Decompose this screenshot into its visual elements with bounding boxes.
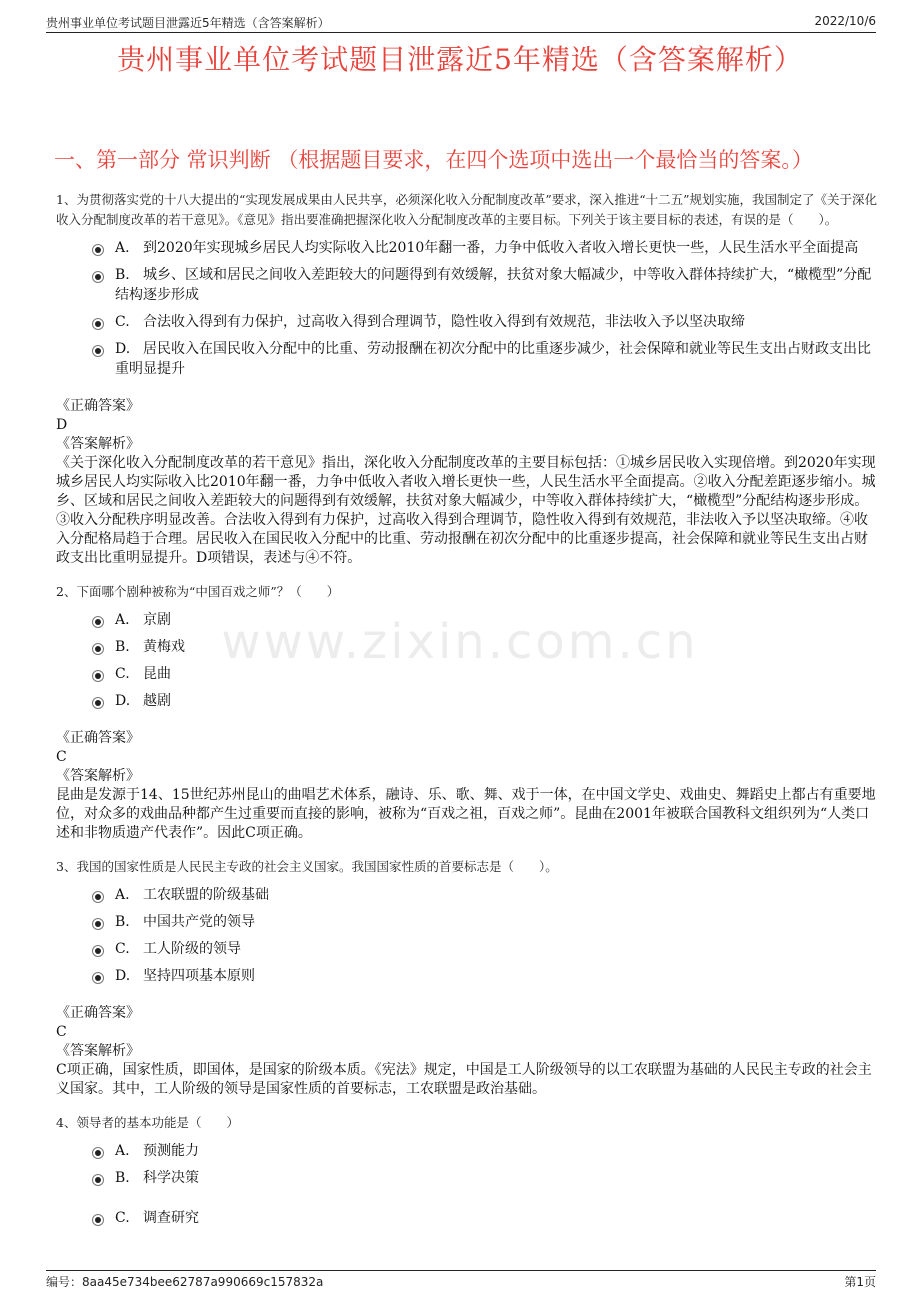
answer-label: 《正确答案》 [56,398,140,414]
answer-value: C [56,1024,67,1040]
option-b[interactable] [92,912,880,932]
option-text: 黄梅戏 [143,639,185,655]
option-text: 昆曲 [143,666,171,682]
watermark-text: www.zixin.com.cn [221,614,699,670]
analysis-label: 《答案解析》 [56,1043,140,1059]
option-a[interactable] [92,238,880,258]
option-c[interactable] [92,939,880,959]
header-date: 2022/10/6 [814,14,876,28]
option-text: 城乡、区域和居民之间收入差距较大的问题得到有效缓解，扶贫对象大幅减少，中等收入群体持续扩大，“橄榄型”分配结构逐步形成 [115,267,872,303]
page-footer [46,1270,876,1293]
option-b[interactable] [92,1168,880,1188]
option-text: 坚持四项基本原则 [143,968,255,984]
option-a[interactable] [92,610,880,630]
option-letter: B. [115,267,130,283]
option-text: 京剧 [143,612,171,628]
option-text: 中国共产党的领导 [143,914,255,930]
radio-icon[interactable] [92,1214,104,1226]
answer-label: 《正确答案》 [56,1005,140,1021]
radio-icon[interactable] [92,643,104,655]
radio-icon[interactable] [92,697,104,709]
option-letter: B. [115,914,130,930]
option-text: 科学决策 [143,1170,199,1186]
option-text: 越剧 [143,693,171,709]
question-text: 3、我国的国家性质是人民民主专政的社会主义国家。我国国家性质的首要标志是（ ）。 [56,859,558,874]
option-list [92,238,880,379]
question-1 [56,190,880,568]
footer-page-number: 第1页 [844,1275,876,1289]
option-letter: D. [115,968,131,984]
option-text: 预测能力 [143,1143,199,1159]
option-b[interactable] [92,637,880,657]
option-list [92,1141,880,1228]
radio-icon[interactable] [92,1147,104,1159]
answer-label: 《正确答案》 [56,730,140,746]
option-d[interactable] [92,691,880,711]
analysis-text: 昆曲是发源于14、15世纪苏州昆山的曲唱艺术体系，融诗、乐、歌、舞、戏于一体，在中国文学史、戏曲史、舞蹈史上都占有重要地位，对众多的戏曲品种都产生过重要而直接的影响，被称为“百戏之祖，百戏之师”。昆曲在2001年被联合国教科文组织列为“人类口述和非物质遗产代表作”。因此C项正确。 [56,787,876,841]
document-title: 贵州事业单位考试题目泄露近5年精选（含答案解析） [117,43,803,76]
option-letter: A. [115,612,130,628]
section-heading: 一、第一部分 常识判断 （根据题目要求，在四个选项中选出一个最恰当的答案。） [54,148,813,172]
option-text: 工农联盟的阶级基础 [143,887,269,903]
option-letter: C. [115,1210,130,1226]
option-letter: C. [115,941,130,957]
option-c[interactable] [92,1208,880,1228]
option-letter: A. [115,1143,130,1159]
option-d[interactable] [92,339,880,379]
option-a[interactable] [92,1141,880,1161]
radio-icon[interactable] [92,616,104,628]
header-doc-title: 贵州事业单位考试题目泄露近5年精选（含答案解析） [46,16,330,30]
option-b[interactable] [92,265,880,305]
radio-icon[interactable] [92,244,104,256]
option-letter: B. [115,639,130,655]
analysis-label: 《答案解析》 [56,768,140,784]
option-letter: C. [115,314,130,330]
question-text: 1、为贯彻落实党的十八大提出的“实现发展成果由人民共享，必须深化收入分配制度改革”要求，深入推进“十二五”规划实施，我国制定了《关于深化收入分配制度改革的若干意见》。《意见》指出要准确把握深化收入分配制度改革的主要目标。下列关于该主要目标的表述，有误的是（ ）。 [56,192,878,227]
radio-icon[interactable] [92,345,104,357]
option-list [92,610,880,711]
radio-icon[interactable] [92,271,104,283]
radio-icon[interactable] [92,670,104,682]
option-text: 调查研究 [143,1210,199,1226]
analysis-label: 《答案解析》 [56,436,140,452]
option-text: 工人阶级的领导 [143,941,241,957]
radio-icon[interactable] [92,318,104,330]
analysis-text: C项正确，国家性质，即国体，是国家的阶级本质。《宪法》规定，中国是工人阶级领导的以工农联盟为基础的人民民主专政的社会主义国家。其中，工人阶级的领导是国家性质的首要标志，工农联盟是政治基础。 [56,1062,872,1097]
option-d[interactable] [92,966,880,986]
question-2 [56,582,880,843]
answer-value: C [56,749,67,765]
option-a[interactable] [92,885,880,905]
option-c[interactable] [92,312,880,332]
page-header [46,12,876,33]
analysis-text: 《关于深化收入分配制度改革的若干意见》指出，深化收入分配制度改革的主要目标包括：①城乡居民收入实现倍增。到2020年实现城乡居民人均实际收入比2010年翻一番，力争中低收入者收入增长更快一些，人民生活水平全面提高。②收入分配差距逐步缩小。城乡、区域和居民之间收入差距较大的问题得到有效缓解，扶贫对象大幅减少，中等收入群体持续扩大，“橄榄型”分配结构逐步形成。③收入分配秩序明显改善。合法收入得到有力保护，过高收入得到合理调节，隐性收入得到有效规范，非法收入予以坚决取缔。④收入分配格局趋于合理。居民收入在国民收入分配中的比重、劳动报酬在初次分配中的比重逐步提高，社会保障和就业等民生支出占财政支出比重明显提升。D项错误，表述与④不符。 [56,455,876,566]
option-text: 到2020年实现城乡居民人均实际收入比2010年翻一番，力争中低收入者收入增长更快一些，人民生活水平全面提高 [143,240,859,256]
radio-icon[interactable] [92,1174,104,1186]
option-letter: D. [115,341,131,357]
question-text: 4、领导者的基本功能是（ ） [56,1115,239,1130]
answer-block [56,729,880,843]
radio-icon[interactable] [92,918,104,930]
option-letter: A. [115,887,130,903]
question-list [56,190,880,1242]
option-c[interactable] [92,664,880,684]
radio-icon[interactable] [92,945,104,957]
option-letter: B. [115,1170,130,1186]
radio-icon[interactable] [92,891,104,903]
option-list [92,885,880,986]
option-text: 居民收入在国民收入分配中的比重、劳动报酬在初次分配中的比重逐步减少，社会保障和就业等民生支出占财政支出比重明显提升 [115,341,871,377]
question-text: 2、下面哪个剧种被称为“中国百戏之师”？（ ） [56,584,340,599]
answer-block [56,397,880,568]
option-letter: D. [115,693,131,709]
question-3 [56,857,880,1099]
question-4 [56,1113,880,1228]
option-text: 合法收入得到有力保护，过高收入得到合理调节，隐性收入得到有效规范，非法收入予以坚决取缔 [143,314,745,330]
option-letter: A. [115,240,130,256]
answer-value: D [56,417,68,433]
answer-block [56,1004,880,1099]
footer-doc-id: 编号：8aa45e734bee62787a990669c157832a [46,1275,324,1289]
radio-icon[interactable] [92,972,104,984]
option-letter: C. [115,666,130,682]
